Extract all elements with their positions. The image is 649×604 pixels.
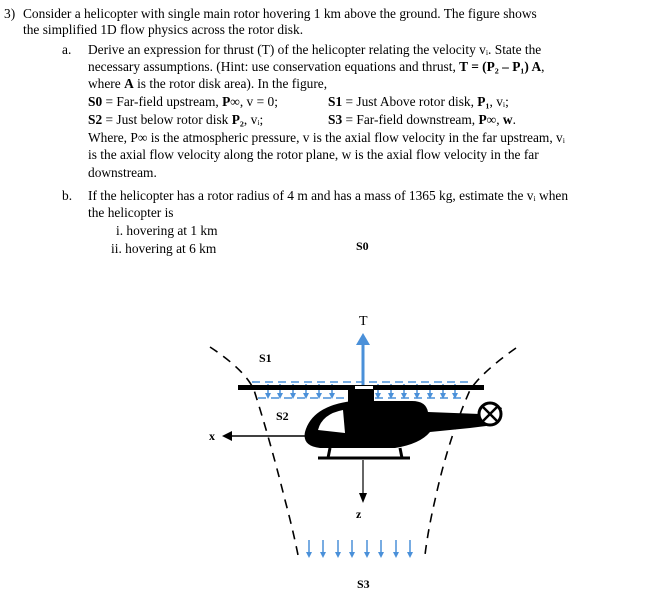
station-s1-text: = Just Above rotor disk, — [342, 94, 478, 109]
thrust-formula: T = (P₂ – P₁) A — [459, 59, 542, 74]
station-s2-tail: , vᵢ; — [243, 112, 264, 127]
label-s1: S1 — [259, 351, 272, 365]
where-line-2: is the axial flow velocity along the rotor plane, w is the axial flow velocity in the far — [88, 147, 539, 162]
rotor-hub-gap — [355, 386, 373, 389]
question-intro-line-2: the simplified 1D flow physics across the rotor disk. — [23, 22, 304, 37]
station-s0-vars: P∞ — [222, 94, 240, 109]
label-thrust: T — [359, 314, 368, 329]
label-s0: S0 — [356, 239, 369, 253]
part-a-line-3-tail: is the rotor disk area). In the figure, — [133, 76, 328, 91]
label-s2: S2 — [276, 409, 289, 423]
label-x: x — [209, 429, 215, 443]
station-s3-vars: P∞ — [478, 112, 497, 127]
station-s1-vars: P₁ — [477, 94, 490, 109]
downstream-flow-arrows — [309, 540, 410, 555]
part-b-line-1: If the helicopter has a rotor radius of 4 m and has a mass of 1365 kg, estimate the vᵢ when — [88, 188, 569, 203]
part-b-item-ii: ii. hovering at 6 km — [111, 241, 217, 256]
part-a-marker: a. — [62, 42, 72, 57]
z-axis-arrow — [359, 460, 367, 503]
label-s3: S3 — [357, 577, 370, 591]
station-s3-label: S3 — [328, 112, 343, 127]
part-a-line-2-text: necessary assumptions. (Hint: use conservation equations and thrust, — [88, 59, 460, 74]
station-s0-tail: , v = 0; — [239, 94, 278, 109]
station-s3-sep: , — [496, 112, 503, 127]
station-s2-vars: P₂ — [231, 112, 244, 127]
part-a-line-2-tail: , — [541, 59, 545, 74]
station-s2-text: = Just below rotor disk — [102, 112, 232, 127]
part-b-line-2: the helicopter is — [88, 205, 174, 220]
station-s0-text: = Far-field upstream, — [102, 94, 223, 109]
question-number: 3) — [4, 6, 16, 21]
station-s3-tail: . — [512, 112, 516, 127]
thrust-arrow — [356, 333, 370, 385]
where-line-1: Where, P∞ is the atmospheric pressure, v is the axial flow velocity in the far upstream, vᵢ — [88, 130, 565, 145]
station-s0-label: S0 — [88, 94, 103, 109]
helicopter-body — [305, 390, 502, 458]
station-s1-label: S1 — [328, 94, 343, 109]
part-a-line-1: Derive an expression for thrust (T) of the helicopter relating the velocity vᵢ. State the — [88, 42, 542, 57]
part-b-marker: b. — [62, 188, 73, 203]
part-b-item-i: i. hovering at 1 km — [116, 223, 218, 238]
station-s2-label: S2 — [88, 112, 103, 127]
question-intro-line-1: Consider a helicopter with single main rotor hovering 1 km above the ground. The figure shows — [23, 6, 537, 21]
station-s1-tail: , vᵢ; — [489, 94, 509, 109]
station-s3-w: w — [502, 112, 513, 127]
where-line-3: downstream. — [88, 165, 157, 180]
area-symbol: A — [124, 76, 134, 91]
station-s3-text: = Far-field downstream, — [342, 112, 479, 127]
part-a-line-3-text: where — [88, 76, 125, 91]
label-z: z — [356, 507, 362, 521]
